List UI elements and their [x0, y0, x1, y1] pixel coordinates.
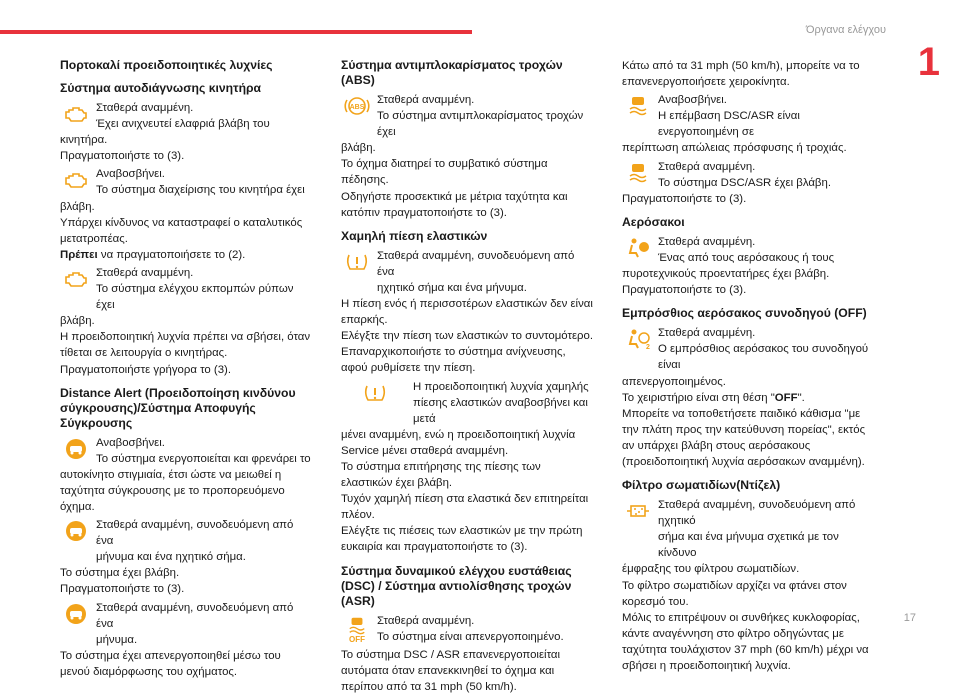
- dsc-asr-icon: [622, 92, 654, 120]
- paragraph-text: Αναβοσβήνει.: [658, 94, 727, 107]
- indicator-entry: [60, 100, 312, 132]
- paragraph-text: Πραγματοποιήστε το (3).: [60, 150, 185, 163]
- section-title: Πορτοκαλί προειδοποιητικές λυχνίες: [60, 58, 273, 72]
- paragraph-text: Το σύστημα έχει βλάβη.: [60, 567, 180, 580]
- svg-text:ABS: ABS: [349, 104, 365, 111]
- tyre-pressure-icon: [341, 379, 409, 407]
- dsc-off-icon: OFF: [341, 613, 373, 647]
- paragraph-text: Ελέγξτε την πίεση των ελαστικών το συντομότερο.: [341, 330, 594, 343]
- passenger-airbag-off-icon: [622, 325, 654, 353]
- paragraph-text: Το φίλτρο σωματιδίων αρχίζει να φτάνει στον κορεσμό του.: [622, 579, 847, 608]
- paragraph-text: Το σύστημα αντιμπλοκαρίσματος τροχών έχει: [377, 110, 584, 139]
- section-title: Αερόσακοι: [622, 214, 685, 229]
- paragraph-text: Το σύστημα έχει απενεργοποιηθεί μέσω του μενού διαμόρφωσης του οχήματος.: [60, 649, 281, 678]
- paragraph-text: Υπάρχει κίνδυνος να καταστραφεί ο καταλυτικός μετατροπέας.: [60, 216, 303, 245]
- paragraph-text: Αναβοσβήνει.: [96, 168, 165, 181]
- paragraph-text: Σταθερά αναμμένη.: [658, 327, 756, 340]
- paragraph-text: Ελέγξτε τις πιέσεις των ελαστικών με την πρώτη ευκαιρία και πραγματοποιήστε το (3).: [341, 525, 583, 554]
- section-title: Σύστημα αυτοδιάγνωσης κινητήρα: [60, 81, 262, 95]
- paragraph-text: αυτοκίνητο στιγμιαία, έτσι ώστε να μειωθεί η ταχύτητα σύγκρουσης με το προπορευόμενο όχημα.: [60, 468, 285, 513]
- paragraph-text: Σταθερά αναμμένη, συνοδευόμενη από ηχητικό: [658, 499, 856, 528]
- paragraph-text: Το σύστημα ελέγχου εκπομπών ρύπων έχει: [96, 283, 294, 312]
- indicator-entry: [60, 166, 312, 198]
- column-3: [622, 58, 874, 674]
- paragraph-text: Το σύστημα διαχείρισης του κινητήρα έχει: [96, 184, 305, 197]
- paragraph-text: Σταθερά αναμμένη.: [658, 235, 756, 248]
- svg-text:2: 2: [646, 344, 650, 351]
- chapter-number: 1: [917, 40, 940, 84]
- indicator-entry: [341, 248, 593, 296]
- paragraph-text: Τυχόν χαμηλή πίεση στα ελαστικά δεν επιτηρείται πλέον.: [341, 493, 589, 522]
- paragraph-text: Η επέμβαση DSC/ASR είναι ενεργοποιημένη σε: [658, 110, 800, 139]
- paragraph-text: περίπτωση απώλειας πρόσφυσης ή τροχιάς.: [622, 142, 847, 155]
- indicator-entry: [60, 265, 312, 313]
- header-accent-bar: [0, 30, 472, 34]
- paragraph-text: Αναβοσβήνει.: [96, 436, 165, 449]
- paragraph-text: μένει αναμμένη, ενώ η προειδοποιητική λυχνία Service μένει σταθερά αναμμένη.: [341, 428, 576, 457]
- paragraph-text: Η προειδοποιητική λυχνία πρέπει να σβήσει, όταν τίθεται σε λειτουργία ο κινητήρας.: [60, 331, 311, 360]
- paragraph-text: Το σύστημα DSC / ASR επανενεργοποιείται αυτόματα όταν επανεκκινηθεί το όχημα και περίπου από τα 31 mph (50 km/h).: [341, 648, 561, 693]
- paragraph-text: Το σύστημα DSC/ASR έχει βλάβη.: [658, 176, 831, 189]
- paragraph-text: Πραγματοποιήστε το (3).: [622, 192, 747, 205]
- section-title: Φίλτρο σωματιδίων(Ντίζελ): [622, 478, 781, 493]
- indicator-entry: [622, 325, 874, 373]
- section-title: Χαμηλή πίεση ελαστικών: [341, 228, 488, 243]
- indicator-entry: [622, 159, 874, 191]
- paragraph-text: κινητήρα.: [60, 134, 108, 147]
- paragraph-text: βλάβη.: [341, 142, 376, 155]
- paragraph-text: βλάβη.: [60, 315, 95, 328]
- paragraph-text: Πραγματοποιήστε γρήγορα το (3).: [60, 363, 232, 376]
- paragraph-text: ηχητικό σήμα και ένα μήνυμα.: [377, 281, 527, 294]
- paragraph-text: Σταθερά αναμμένη, συνοδευόμενη από ένα: [96, 519, 294, 548]
- paragraph-text: Κάτω από τα 31 mph (50 km/h), μπορείτε να το επανενεργοποιήσετε χειροκίνητα.: [622, 60, 860, 89]
- page-number: 17: [903, 612, 916, 624]
- section-title: Σύστημα δυναμικού ελέγχου ευστάθειας (DSC) / Σύστημα αντιολίσθησης τροχών (ASR): [341, 563, 572, 608]
- indicator-entry: [60, 435, 312, 467]
- paragraph-text: σήμα και ένα μήνυμα σχετικά με τον κίνδυνο: [658, 531, 839, 560]
- paragraph-text: Ένας από τους αερόσακους ή τους: [658, 251, 835, 264]
- paragraph-text: Το σύστημα επιτήρησης της πίεσης των ελαστικών έχει βλάβη.: [341, 460, 541, 490]
- paragraph-text: Σταθερά αναμμένη.: [96, 102, 194, 114]
- column-1: [60, 58, 312, 680]
- section-title: Εμπρόσθιος αερόσακος συνοδηγού (OFF): [622, 306, 867, 321]
- paragraph-text: έμφραξης του φίλτρου σωματιδίων.: [622, 563, 800, 576]
- paragraph-text: Το όχημα διατηρεί το συμβατικό σύστημα πέδησης.: [341, 158, 548, 187]
- section-title: Distance Alert (Προειδοποίηση κινδύνου σύγκρουσης)/Σύστημα Αποφυγής Σύγκρουσης: [60, 385, 296, 430]
- paragraph-text: πίεσης ελαστικών αναβοσβήνει και μετά: [413, 396, 588, 425]
- indicator-entry: [60, 600, 312, 648]
- paragraph-text: απενεργοποιημένος.: [622, 375, 726, 388]
- paragraph-text: Μόλις το επιτρέψουν οι συνθήκες κυκλοφορίας, κάντε αναγέννηση στο φίλτρο οδηγώντας με ταχύτητα τουλάχιστον 37 mph (60 km/h) μέχρι να σβήσει η προειδοποιητική λυχνία.: [622, 611, 869, 672]
- engine-warning-icon: [60, 265, 92, 293]
- paragraph-text: Η πίεση ενός ή περισσοτέρων ελαστικών δεν είναι επαρκής.: [341, 298, 593, 327]
- paragraph-text: Πρέπει να πραγματοποιήσετε το (2).: [60, 248, 246, 261]
- paragraph-text: Το χειριστήριο είναι στη θέση "OFF".: [622, 391, 805, 404]
- paragraph-text: Έχει ανιχνευτεί ελαφριά βλάβη του: [96, 118, 270, 131]
- indicator-entry: [622, 497, 874, 561]
- paragraph-text: Σταθερά αναμμένη.: [377, 614, 475, 627]
- paragraph-text: Πραγματοποιήστε το (3).: [622, 284, 747, 297]
- tyre-pressure-icon: [341, 248, 373, 276]
- engine-warning-icon: [60, 100, 92, 128]
- paragraph-text: Σταθερά αναμμένη, συνοδευόμενη από ένα: [96, 601, 294, 630]
- column-2: [341, 58, 593, 695]
- airbag-icon: [622, 234, 654, 262]
- dsc-asr-icon: [622, 159, 654, 187]
- paragraph-text: Σταθερά αναμμένη.: [658, 160, 756, 173]
- indicator-entry: [341, 379, 593, 427]
- section-header: Όργανα ελέγχου: [806, 24, 886, 36]
- paragraph-text: Πραγματοποιήστε το (3).: [60, 583, 185, 596]
- indicator-entry: [622, 234, 874, 266]
- indicator-entry: [341, 92, 593, 140]
- paragraph-text: Οδηγήστε προσεκτικά με μέτρια ταχύτητα και κατόπιν πραγματοποιήστε το (3).: [341, 190, 568, 219]
- paragraph-text: μήνυμα.: [96, 633, 138, 646]
- paragraph-text: Μπορείτε να τοποθετήσετε παιδικό κάθισμα "με την πλάτη προς την κατεύθυνση πορείας", εκτός αν υπάρχει βλάβη στους αερόσακους (προειδοποιητική λυχνία αερόσακων αναμμένη).: [622, 407, 866, 468]
- indicator-entry: [60, 517, 312, 565]
- paragraph-text: Σταθερά αναμμένη.: [377, 94, 475, 106]
- paragraph-text: Η προειδοποιητική λυχνία χαμηλής: [413, 380, 589, 393]
- paragraph-text: Σταθερά αναμμένη.: [96, 266, 194, 279]
- abs-warning-icon: [341, 92, 373, 120]
- paragraph-text: Σταθερά αναμμένη, συνοδευόμενη από ένα: [377, 249, 575, 278]
- paragraph-text: μήνυμα και ένα ηχητικό σήμα.: [96, 551, 246, 564]
- paragraph-text: Το σύστημα ενεργοποιείται και φρενάρει το: [96, 452, 311, 465]
- indicator-entry: [622, 92, 874, 140]
- particle-filter-icon: [622, 497, 654, 525]
- paragraph-text: Ο εμπρόσθιος αερόσακος του συνοδηγού είναι: [658, 343, 869, 372]
- paragraph-text: Το σύστημα είναι απενεργοποιημένο.: [377, 630, 564, 643]
- paragraph-text: Επαναρχικοποιήστε το σύστημα ανίχνευσης, αφού ρυθμίσετε την πίεση.: [341, 346, 566, 375]
- collision-alert-icon: [60, 517, 92, 545]
- engine-warning-icon: [60, 166, 92, 194]
- indicator-entry: [341, 613, 593, 647]
- section-title: Σύστημα αντιμπλοκαρίσματος τροχών (ABS): [341, 58, 563, 87]
- paragraph-text: βλάβη.: [60, 200, 95, 213]
- paragraph-text: πυροτεχνικούς προεντατήρες έχει βλάβη.: [622, 268, 830, 281]
- collision-alert-icon: [60, 435, 92, 463]
- collision-alert-icon: [60, 600, 92, 628]
